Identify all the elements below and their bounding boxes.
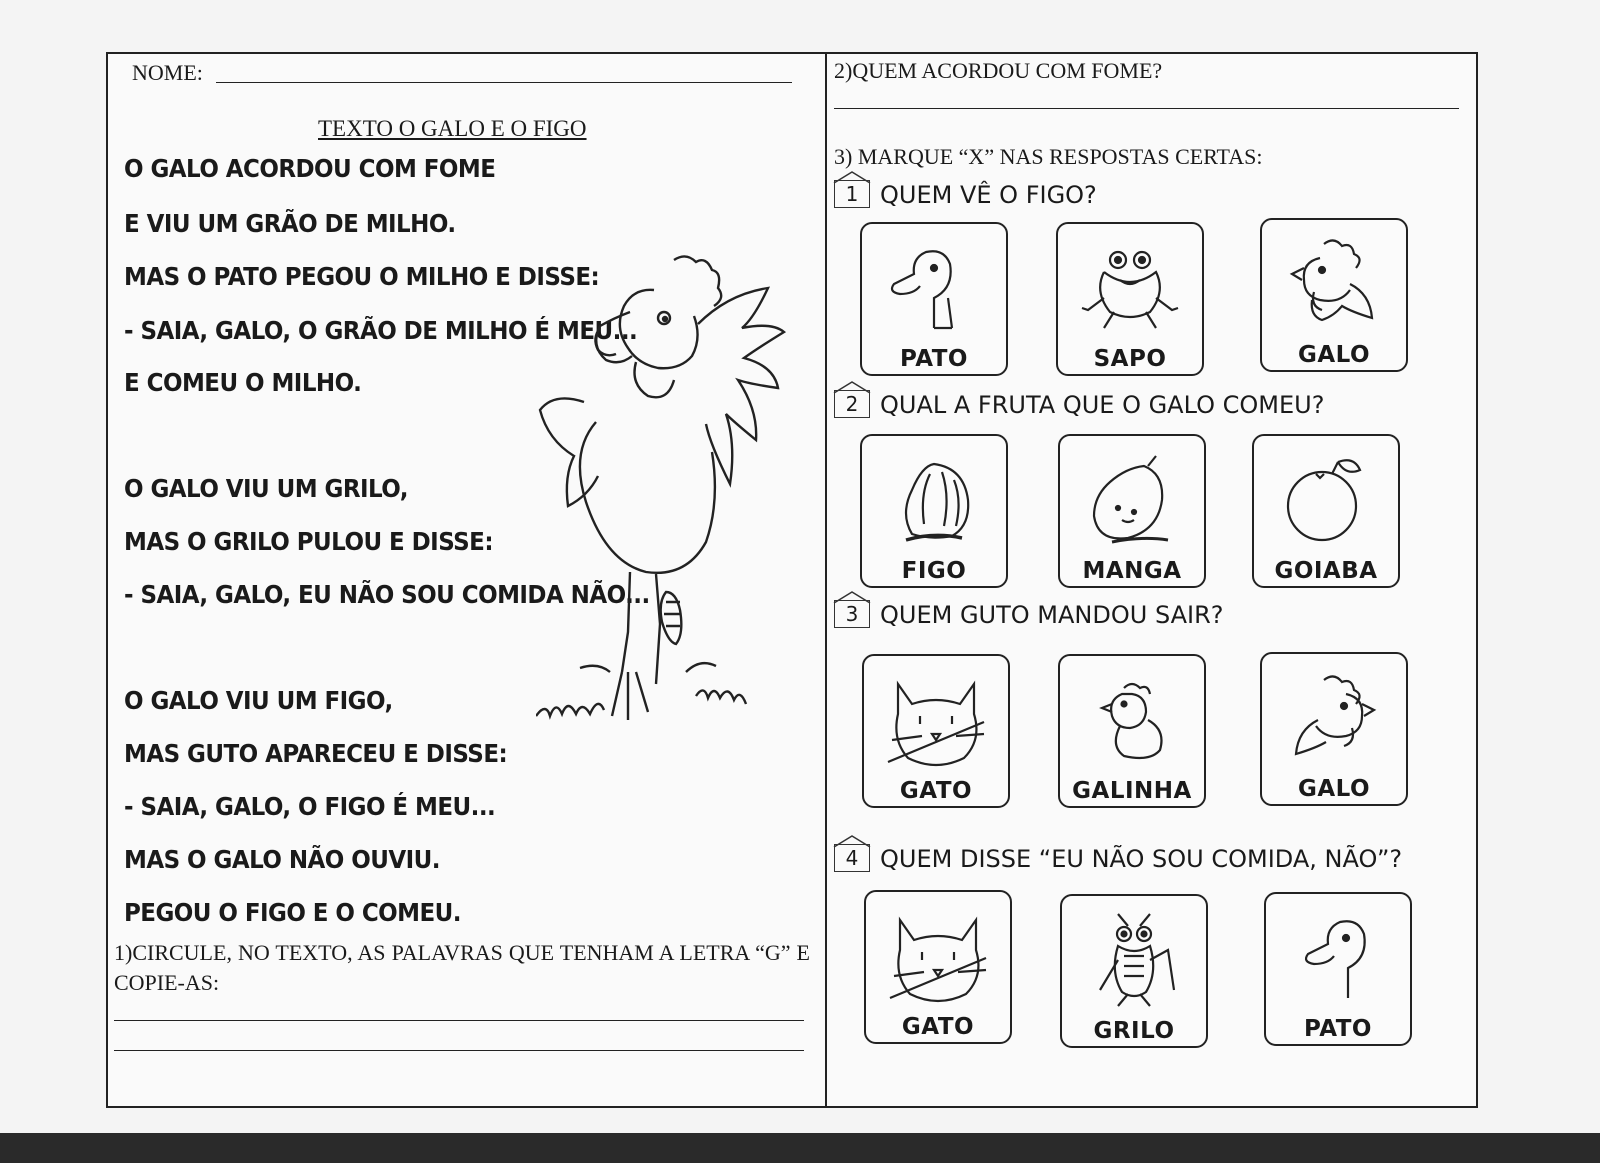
option-label: GALINHA — [1072, 778, 1192, 804]
option-card-galo[interactable] — [1260, 218, 1408, 372]
rooster-icon — [1284, 234, 1384, 334]
story-line: E VIU UM GRÃO DE MILHO. — [124, 209, 456, 238]
question-3: 3) MARQUE “X” NAS RESPOSTAS CERTAS: — [834, 144, 1263, 169]
option-label: SAPO — [1093, 346, 1167, 372]
worksheet — [106, 52, 1478, 1108]
story-line: - SAIA, GALO, O FIGO É MEU... — [124, 792, 496, 821]
duck-icon — [1288, 908, 1388, 1008]
option-card-sapo[interactable] — [1056, 222, 1204, 376]
story-line: O GALO ACORDOU COM FOME — [124, 154, 496, 183]
option-card-manga[interactable] — [1058, 434, 1206, 588]
option-card-figo[interactable] — [860, 434, 1008, 588]
story-line: MAS O GALO NÃO OUVIU. — [124, 845, 440, 874]
sub-question — [834, 600, 1224, 630]
sub-question — [834, 180, 1097, 210]
cat-icon — [888, 906, 988, 1006]
option-card-pato[interactable] — [860, 222, 1008, 376]
sub-question-text: QUAL A FRUTA QUE O GALO COMEU? — [880, 391, 1325, 419]
answer-line[interactable] — [834, 108, 1459, 109]
option-card-gato[interactable] — [862, 654, 1010, 808]
sub-question-text: QUEM GUTO MANDOU SAIR? — [880, 601, 1224, 629]
cat-icon — [886, 670, 986, 770]
option-label: GATO — [899, 778, 973, 804]
fig-icon — [884, 450, 984, 550]
option-label: FIGO — [901, 558, 967, 584]
frog-icon — [1080, 238, 1180, 338]
guava-icon — [1276, 450, 1376, 550]
option-card-gato[interactable] — [864, 890, 1012, 1044]
question-1: 1)CIRCULE, NO TEXTO, AS PALAVRAS QUE TENHAM A LETRA “G” E COPIE-AS: — [114, 940, 810, 995]
hen-icon — [1082, 670, 1182, 770]
story-line: MAS O PATO PEGOU O MILHO E DISSE: — [124, 262, 600, 291]
option-label: PATO — [1303, 1016, 1372, 1042]
answer-line[interactable] — [114, 1020, 804, 1021]
option-card-pato[interactable] — [1264, 892, 1412, 1046]
question-number: 3 — [834, 600, 870, 630]
question-2: 2)QUEM ACORDOU COM FOME? — [834, 58, 1163, 83]
option-card-goiaba[interactable] — [1252, 434, 1400, 588]
story-line: E COMEU O MILHO. — [124, 368, 362, 397]
question-number: 2 — [834, 390, 870, 420]
rooster-icon — [1284, 668, 1384, 768]
story-line: - SAIA, GALO, O GRÃO DE MILHO É MEU... — [124, 316, 638, 345]
option-label: GATO — [901, 1014, 975, 1040]
scanner-edge — [0, 1133, 1600, 1163]
story-line: MAS O GRILO PULOU E DISSE: — [124, 527, 493, 556]
sub-question — [834, 844, 1402, 874]
option-label: GOIABA — [1274, 558, 1378, 584]
option-label: MANGA — [1082, 558, 1182, 584]
duck-icon — [884, 238, 984, 338]
text-title: TEXTO O GALO E O FIGO — [318, 116, 587, 141]
name-field[interactable] — [216, 82, 792, 83]
story-line: O GALO VIU UM GRILO, — [124, 474, 408, 503]
story-line: O GALO VIU UM FIGO, — [124, 686, 393, 715]
story-line: MAS GUTO APARECEU E DISSE: — [124, 739, 508, 768]
mango-icon — [1082, 450, 1182, 550]
option-label: GRILO — [1093, 1018, 1175, 1044]
option-card-galo[interactable] — [1260, 652, 1408, 806]
answer-line[interactable] — [114, 1050, 804, 1051]
cricket-icon — [1084, 910, 1184, 1010]
story-line: PEGOU O FIGO E O COMEU. — [124, 898, 461, 927]
option-label: GALO — [1297, 342, 1371, 368]
option-label: PATO — [899, 346, 968, 372]
sub-question-text: QUEM DISSE “EU NÃO SOU COMIDA, NÃO”? — [880, 845, 1403, 873]
sub-question-text: QUEM VÊ O FIGO? — [880, 181, 1097, 209]
name-label: NOME: — [132, 60, 203, 85]
question-number: 1 — [834, 180, 870, 210]
rooster-illustration — [536, 252, 788, 750]
option-label: GALO — [1297, 776, 1371, 802]
column-divider — [825, 54, 827, 1106]
sub-question — [834, 390, 1324, 420]
story-line: - SAIA, GALO, EU NÃO SOU COMIDA NÃO... — [124, 580, 650, 609]
option-card-grilo[interactable] — [1060, 894, 1208, 1048]
option-card-galinha[interactable] — [1058, 654, 1206, 808]
question-number: 4 — [834, 844, 870, 874]
